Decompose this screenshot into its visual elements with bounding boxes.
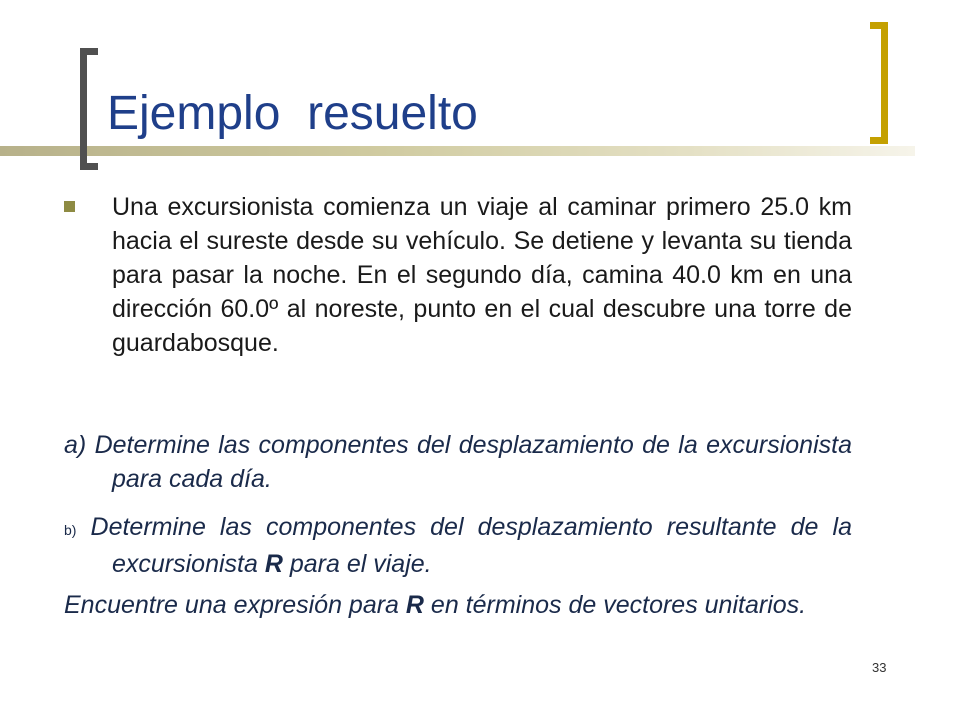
question-c-text-end: en términos de vectores unitarios. (423, 591, 807, 619)
page-number: 33 (872, 660, 887, 675)
question-c-text-start: Encuentre una expresión para (64, 591, 406, 619)
left-bracket-decoration (80, 48, 98, 170)
question-b (64, 510, 852, 581)
square-bullet-icon (64, 201, 75, 212)
right-bracket-decoration (870, 22, 888, 144)
question-c-vector-symbol: R (405, 591, 424, 619)
title-band-decoration (0, 146, 915, 156)
slide-title: Ejemplo resuelto (107, 87, 478, 140)
question-b-text-start: Determine las componentes del desplazamiento resultante de la excursionista (76, 513, 852, 578)
bullet-paragraph (64, 190, 852, 360)
question-c (64, 588, 852, 622)
bullet-text: Una excursionista comienza un viaje al caminar primero 25.0 km hacia el sureste desde su vehículo. Se detiene y levanta su tienda para pasar la noche. En el segundo día, camina 40.0 km en una dirección 60.0º al noreste, punto en el cual descubre una torre de guardabosque. (112, 193, 852, 357)
question-a: a) Determine las componentes del desplazamiento de la excursionista para cada día. (64, 431, 852, 493)
question-b-label: b) (64, 522, 77, 538)
question-b-text-end: para el viaje. (282, 550, 432, 578)
question-b-vector-symbol: R (264, 550, 283, 578)
